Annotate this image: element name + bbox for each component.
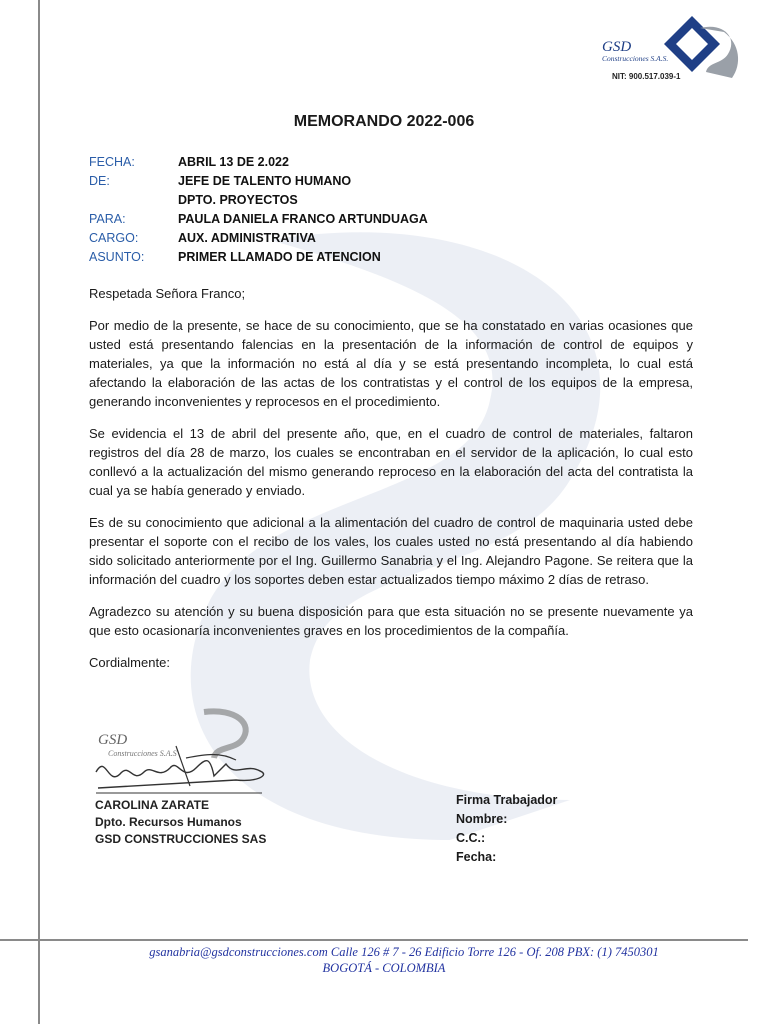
footer-city: BOGOTÁ - COLOMBIA xyxy=(322,961,446,975)
worker-cc-label: C.C.: xyxy=(456,831,486,845)
worker-signature-block xyxy=(456,791,557,867)
de-label: DE: xyxy=(89,174,110,188)
memo-body xyxy=(89,284,693,685)
cargo-label: CARGO: xyxy=(89,231,139,245)
memo-title: MEMORANDO 2022-006 xyxy=(293,113,475,130)
logo-company-sub: Construcciones S.A.S. xyxy=(602,54,669,63)
fecha-row xyxy=(89,153,428,172)
worker-fecha-label: Fecha: xyxy=(456,850,497,864)
footer-rule xyxy=(0,939,748,941)
signatory-department: Dpto. Recursos Humanos xyxy=(95,815,242,829)
para-value: PAULA DANIELA FRANCO ARTUNDUAGA xyxy=(178,212,428,226)
asunto-label: ASUNTO: xyxy=(89,250,145,264)
signatory-name: CAROLINA ZARATE xyxy=(95,798,209,812)
de-row xyxy=(89,172,428,191)
de-value: JEFE DE TALENTO HUMANO xyxy=(178,174,352,188)
cargo-value: AUX. ADMINISTRATIVA xyxy=(178,231,316,245)
signature-stamp xyxy=(86,702,286,797)
asunto-value: PRIMER LLAMADO DE ATENCION xyxy=(178,250,381,264)
de-value-2: DPTO. PROYECTOS xyxy=(178,193,298,207)
fecha-value: ABRIL 13 DE 2.022 xyxy=(178,155,289,169)
signatory-company: GSD CONSTRUCCIONES SAS xyxy=(95,832,267,846)
cargo-row xyxy=(89,229,428,248)
para-label: PARA: xyxy=(89,212,126,226)
paragraph-2: Se evidencia el 13 de abril del presente año, que, en el cuadro de control de materiales, faltaron registros del día 28 de marzo, los cuales se encontraban en el servidor de la aplicación, lo cual esto conllevó a la actualización del mismo generando reproceso en la elaboración del acta del contratista la cual ya se había generado y enviado. xyxy=(89,426,693,498)
footer xyxy=(0,944,768,976)
closing: Cordialmente: xyxy=(89,655,170,670)
svg-text:GSD: GSD xyxy=(98,732,128,748)
para-row xyxy=(89,210,428,229)
de-row-2 xyxy=(89,191,428,210)
worker-firma-label: Firma Trabajador xyxy=(456,793,558,807)
paragraph-3: Es de su conocimiento que adicional a la alimentación del cuadro de control de maquinaria usted debe presentar el soporte con el recibo de los vales, los cuales usted no está presentando al día habiendo sido solicitado anteriormente por el Ing. Guillermo Sanabria y el Ing. Alejandro Pagone. Se reitera que la información del cuadro y los soportes deben estar actualizados tiempo máximo 2 días de retraso. xyxy=(89,515,693,587)
logo-company-name: GSD xyxy=(602,39,632,55)
paragraph-1: Por medio de la presente, se hace de su conocimiento, que se ha constatado en varias ocasiones que usted está presentando falencias en la presentación de la información de control de equipos y materiales, ya que la información no está al día y se está presentando incompleta, lo cual está afectando la elaboración de las actas de los contratistas y el control de los equipos de la empresa, generando inconvenientes y reprocesos en el procedimiento. xyxy=(89,318,693,409)
worker-nombre-label: Nombre: xyxy=(456,812,508,826)
left-margin-rule xyxy=(38,0,40,1024)
nit-number: NIT: 900.517.039-1 xyxy=(612,72,681,81)
asunto-row xyxy=(89,248,428,267)
footer-contact: gsanabria@gsdconstrucciones.com Calle 126 # 7 - 26 Edificio Torre 126 - Of. 208 PBX: (1) 7450301 xyxy=(149,945,659,959)
signatory-details xyxy=(95,797,266,848)
signature-block xyxy=(86,702,286,862)
fecha-label: FECHA: xyxy=(89,155,135,169)
paragraph-4: Agradezco su atención y su buena disposición para que esta situación no se presente nuevamente ya que esto ocasionaría inconvenientes graves en los procedimientos de la compañía. xyxy=(89,604,693,638)
salutation: Respetada Señora Franco; xyxy=(89,286,246,301)
svg-text:Construcciones S.A.S: Construcciones S.A.S xyxy=(108,749,177,758)
memo-header xyxy=(89,153,428,267)
